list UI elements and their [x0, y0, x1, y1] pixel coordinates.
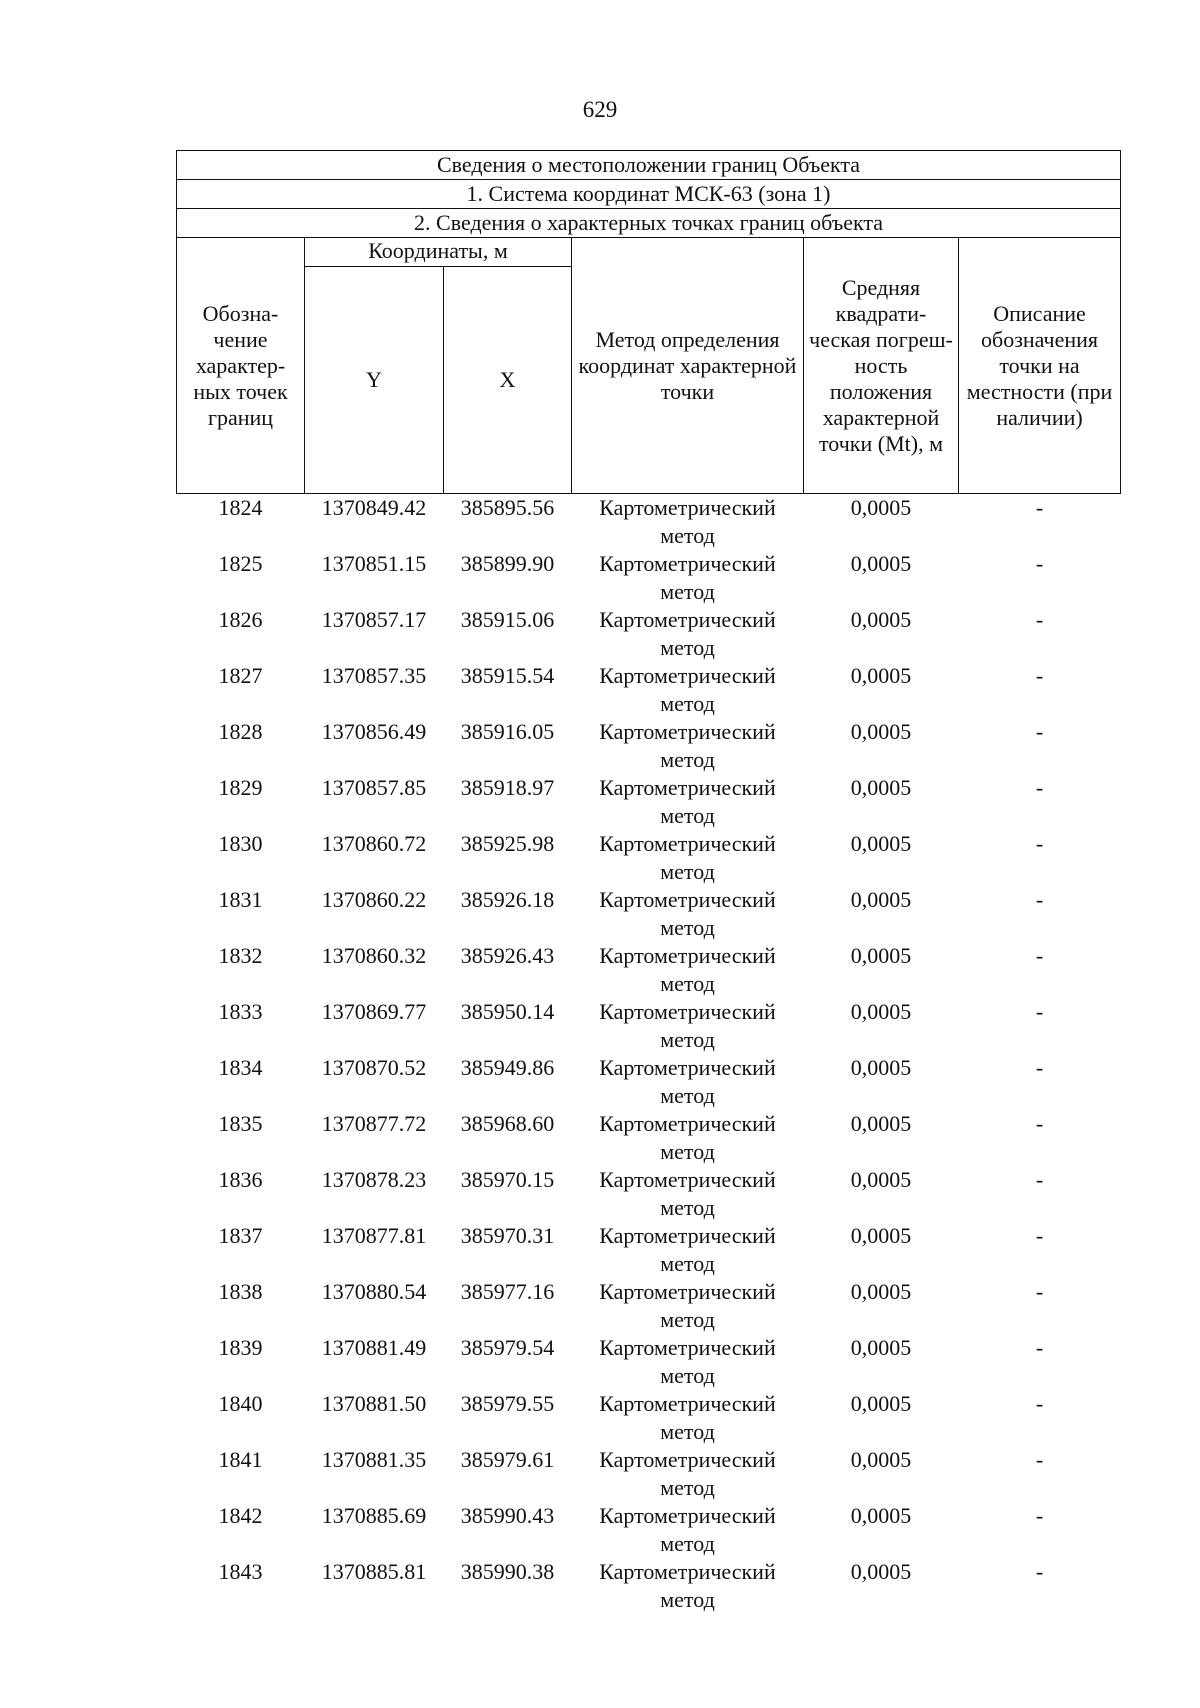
mt-error-cell: 0,0005: [850, 1167, 912, 1192]
method-cell: [572, 942, 804, 998]
method-line-2: метод: [660, 579, 715, 604]
description-cell: -: [1035, 1391, 1044, 1416]
mt-error-cell: 0,0005: [850, 719, 912, 744]
description-cell: -: [1035, 1503, 1044, 1528]
method-line-1: Картометрический: [599, 999, 776, 1024]
point-id-cell: 1830: [218, 831, 263, 856]
method-line-2: метод: [660, 1027, 715, 1052]
point-id-cell: 1839: [218, 1335, 263, 1360]
table-row: [177, 1110, 1121, 1166]
point-id-cell: 1840: [218, 1391, 263, 1416]
method-line-1: Картометрический: [599, 1391, 776, 1416]
header-method: Метод определения координат характерной точки: [572, 238, 804, 494]
x-coordinate-cell: 385990.43: [460, 1503, 555, 1528]
y-coordinate-cell: 1370857.35: [321, 663, 427, 688]
method-cell: [572, 998, 804, 1054]
method-line-1: Картометрический: [599, 943, 776, 968]
method-line-2: метод: [660, 1587, 715, 1612]
y-coordinate-cell: 1370885.69: [321, 1503, 427, 1528]
method-cell: [572, 1334, 804, 1390]
table-row: [177, 942, 1121, 998]
y-coordinate-cell: 1370856.49: [321, 719, 427, 744]
description-cell: -: [1035, 719, 1044, 744]
method-line-1: Картометрический: [599, 1559, 776, 1584]
x-coordinate-cell: 385918.97: [460, 775, 555, 800]
point-id-cell: 1836: [218, 1167, 263, 1192]
page-number: 629: [582, 97, 618, 122]
point-id-cell: 1824: [218, 495, 263, 520]
mt-error-cell: 0,0005: [850, 495, 912, 520]
mt-error-cell: 0,0005: [850, 943, 912, 968]
description-cell: -: [1035, 1559, 1044, 1584]
method-line-2: метод: [660, 803, 715, 828]
coordinate-system-title: 1. Система координат МСК-63 (зона 1): [177, 180, 1121, 209]
y-coordinate-cell: 1370870.52: [321, 1055, 427, 1080]
table-row: [177, 830, 1121, 886]
y-coordinate-cell: 1370860.22: [321, 887, 427, 912]
header-coordinates: Координаты, м: [305, 238, 572, 267]
table-row: [177, 550, 1121, 606]
y-coordinate-cell: 1370877.81: [321, 1223, 427, 1248]
method-cell: [572, 1222, 804, 1278]
x-coordinate-cell: 385990.38: [460, 1559, 555, 1584]
method-line-1: Картометрический: [599, 1111, 776, 1136]
description-cell: -: [1035, 943, 1044, 968]
x-coordinate-cell: 385979.54: [460, 1335, 555, 1360]
mt-error-cell: 0,0005: [850, 663, 912, 688]
method-line-2: метод: [660, 859, 715, 884]
y-coordinate-cell: 1370860.72: [321, 831, 427, 856]
point-id-cell: 1834: [218, 1055, 263, 1080]
y-coordinate-cell: 1370869.77: [321, 999, 427, 1024]
method-cell: [572, 886, 804, 942]
table-row: [177, 662, 1121, 718]
point-id-cell: 1826: [218, 607, 263, 632]
point-id-cell: 1827: [218, 663, 263, 688]
table-row: [177, 1334, 1121, 1390]
method-line-2: метод: [660, 915, 715, 940]
method-line-2: метод: [660, 747, 715, 772]
description-cell: -: [1035, 495, 1044, 520]
x-coordinate-cell: 385977.16: [460, 1279, 555, 1304]
method-line-1: Картометрический: [599, 551, 776, 576]
table-row: [177, 1558, 1121, 1614]
mt-error-cell: 0,0005: [850, 887, 912, 912]
method-cell: [572, 1278, 804, 1334]
x-coordinate-cell: 385979.55: [460, 1391, 555, 1416]
header-description: Описание обозначения точки на местности (при наличии): [959, 238, 1121, 494]
table-row: [177, 718, 1121, 774]
point-id-cell: 1841: [218, 1447, 263, 1472]
mt-error-cell: 0,0005: [850, 607, 912, 632]
method-cell: [572, 1502, 804, 1558]
points-section-title: 2. Сведения о характерных точках границ объекта: [177, 209, 1121, 238]
method-cell: [572, 830, 804, 886]
mt-error-cell: 0,0005: [850, 1055, 912, 1080]
header-error: Средняя квадрати-ческая погреш-ность положения характерной точки (Mt), м: [804, 238, 959, 494]
method-line-2: метод: [660, 523, 715, 548]
y-coordinate-cell: 1370885.81: [321, 1559, 427, 1584]
mt-error-cell: 0,0005: [850, 831, 912, 856]
point-id-cell: 1838: [218, 1279, 263, 1304]
method-line-1: Картометрический: [599, 495, 776, 520]
mt-error-cell: 0,0005: [850, 551, 912, 576]
description-cell: -: [1035, 551, 1044, 576]
description-cell: -: [1035, 607, 1044, 632]
mt-error-cell: 0,0005: [850, 1223, 912, 1248]
method-line-2: метод: [660, 1475, 715, 1500]
y-coordinate-cell: 1370881.50: [321, 1391, 427, 1416]
method-cell: [572, 1446, 804, 1502]
mt-error-cell: 0,0005: [850, 999, 912, 1024]
method-line-1: Картометрический: [599, 607, 776, 632]
table-row: [177, 1446, 1121, 1502]
method-line-2: метод: [660, 691, 715, 716]
y-coordinate-cell: 1370878.23: [321, 1167, 427, 1192]
method-line-2: метод: [660, 1419, 715, 1444]
method-line-2: метод: [660, 1251, 715, 1276]
mt-error-cell: 0,0005: [850, 1559, 912, 1584]
y-coordinate-cell: 1370881.35: [321, 1447, 427, 1472]
x-coordinate-cell: 385926.18: [460, 887, 555, 912]
y-coordinate-cell: 1370880.54: [321, 1279, 427, 1304]
method-line-1: Картометрический: [599, 775, 776, 800]
y-coordinate-cell: 1370860.32: [321, 943, 427, 968]
description-cell: -: [1035, 663, 1044, 688]
method-cell: [572, 1054, 804, 1110]
y-coordinate-cell: 1370881.49: [321, 1335, 427, 1360]
method-line-2: метод: [660, 1195, 715, 1220]
table-row: [177, 494, 1121, 551]
method-line-1: Картометрический: [599, 1447, 776, 1472]
x-coordinate-cell: 385949.86: [460, 1055, 555, 1080]
x-coordinate-cell: 385925.98: [460, 831, 555, 856]
header-y: Y: [305, 267, 444, 494]
method-line-1: Картометрический: [599, 831, 776, 856]
point-id-cell: 1825: [218, 551, 263, 576]
y-coordinate-cell: 1370851.15: [321, 551, 427, 576]
method-cell: [572, 662, 804, 718]
method-line-2: метод: [660, 1531, 715, 1556]
method-line-2: метод: [660, 1307, 715, 1332]
mt-error-cell: 0,0005: [850, 1503, 912, 1528]
method-line-1: Картометрический: [599, 663, 776, 688]
table-row: [177, 606, 1121, 662]
method-line-1: Картометрический: [599, 719, 776, 744]
table-row: [177, 998, 1121, 1054]
point-id-cell: 1835: [218, 1111, 263, 1136]
table-body: [177, 494, 1121, 1615]
method-cell: [572, 1558, 804, 1614]
table-row: [177, 1390, 1121, 1446]
method-line-2: метод: [660, 1083, 715, 1108]
method-line-1: Картометрический: [599, 1279, 776, 1304]
description-cell: -: [1035, 1111, 1044, 1136]
y-coordinate-cell: 1370857.17: [321, 607, 427, 632]
table-row: [177, 886, 1121, 942]
table-row: [177, 1278, 1121, 1334]
y-coordinate-cell: 1370857.85: [321, 775, 427, 800]
mt-error-cell: 0,0005: [850, 1447, 912, 1472]
point-id-cell: 1832: [218, 943, 263, 968]
table-row: [177, 1502, 1121, 1558]
method-cell: [572, 1390, 804, 1446]
point-id-cell: 1828: [218, 719, 263, 744]
method-line-1: Картометрический: [599, 1335, 776, 1360]
method-cell: [572, 606, 804, 662]
x-coordinate-cell: 385970.31: [460, 1223, 555, 1248]
x-coordinate-cell: 385926.43: [460, 943, 555, 968]
description-cell: -: [1035, 1279, 1044, 1304]
y-coordinate-cell: 1370849.42: [321, 495, 427, 520]
method-cell: [572, 718, 804, 774]
description-cell: -: [1035, 887, 1044, 912]
method-cell: [572, 550, 804, 606]
header-x: X: [444, 267, 572, 494]
x-coordinate-cell: 385979.61: [460, 1447, 555, 1472]
header-designation: Обозна-чение характер-ных точек границ: [177, 238, 305, 494]
mt-error-cell: 0,0005: [850, 1111, 912, 1136]
point-id-cell: 1831: [218, 887, 263, 912]
y-coordinate-cell: 1370877.72: [321, 1111, 427, 1136]
table-row: [177, 1166, 1121, 1222]
table-row: [177, 1222, 1121, 1278]
method-line-1: Картометрический: [599, 1223, 776, 1248]
method-line-2: метод: [660, 635, 715, 660]
mt-error-cell: 0,0005: [850, 1335, 912, 1360]
method-line-2: метод: [660, 1363, 715, 1388]
mt-error-cell: 0,0005: [850, 1391, 912, 1416]
description-cell: -: [1035, 1223, 1044, 1248]
description-cell: -: [1035, 831, 1044, 856]
method-line-1: Картометрический: [599, 1167, 776, 1192]
description-cell: -: [1035, 999, 1044, 1024]
description-cell: -: [1035, 1447, 1044, 1472]
method-line-1: Картометрический: [599, 887, 776, 912]
method-line-1: Картометрический: [599, 1055, 776, 1080]
method-cell: [572, 774, 804, 830]
method-line-2: метод: [660, 971, 715, 996]
method-cell: [572, 1166, 804, 1222]
point-id-cell: 1833: [218, 999, 263, 1024]
mt-error-cell: 0,0005: [850, 1279, 912, 1304]
x-coordinate-cell: 385916.05: [460, 719, 555, 744]
x-coordinate-cell: 385895.56: [460, 495, 555, 520]
method-line-2: метод: [660, 1139, 715, 1164]
boundary-points-table: [176, 150, 1121, 1614]
x-coordinate-cell: 385915.06: [460, 607, 555, 632]
description-cell: -: [1035, 1167, 1044, 1192]
description-cell: -: [1035, 1055, 1044, 1080]
method-line-1: Картометрический: [599, 1503, 776, 1528]
description-cell: -: [1035, 1335, 1044, 1360]
x-coordinate-cell: 385950.14: [460, 999, 555, 1024]
point-id-cell: 1842: [218, 1503, 263, 1528]
x-coordinate-cell: 385899.90: [460, 551, 555, 576]
point-id-cell: 1829: [218, 775, 263, 800]
method-cell: [572, 1110, 804, 1166]
method-cell: [572, 494, 804, 551]
x-coordinate-cell: 385970.15: [460, 1167, 555, 1192]
table-row: [177, 774, 1121, 830]
table-row: [177, 1054, 1121, 1110]
x-coordinate-cell: 385968.60: [460, 1111, 555, 1136]
description-cell: -: [1035, 775, 1044, 800]
point-id-cell: 1837: [218, 1223, 263, 1248]
x-coordinate-cell: 385915.54: [460, 663, 555, 688]
point-id-cell: 1843: [218, 1559, 263, 1584]
table-title: Сведения о местоположении границ Объекта: [177, 151, 1121, 180]
mt-error-cell: 0,0005: [850, 775, 912, 800]
